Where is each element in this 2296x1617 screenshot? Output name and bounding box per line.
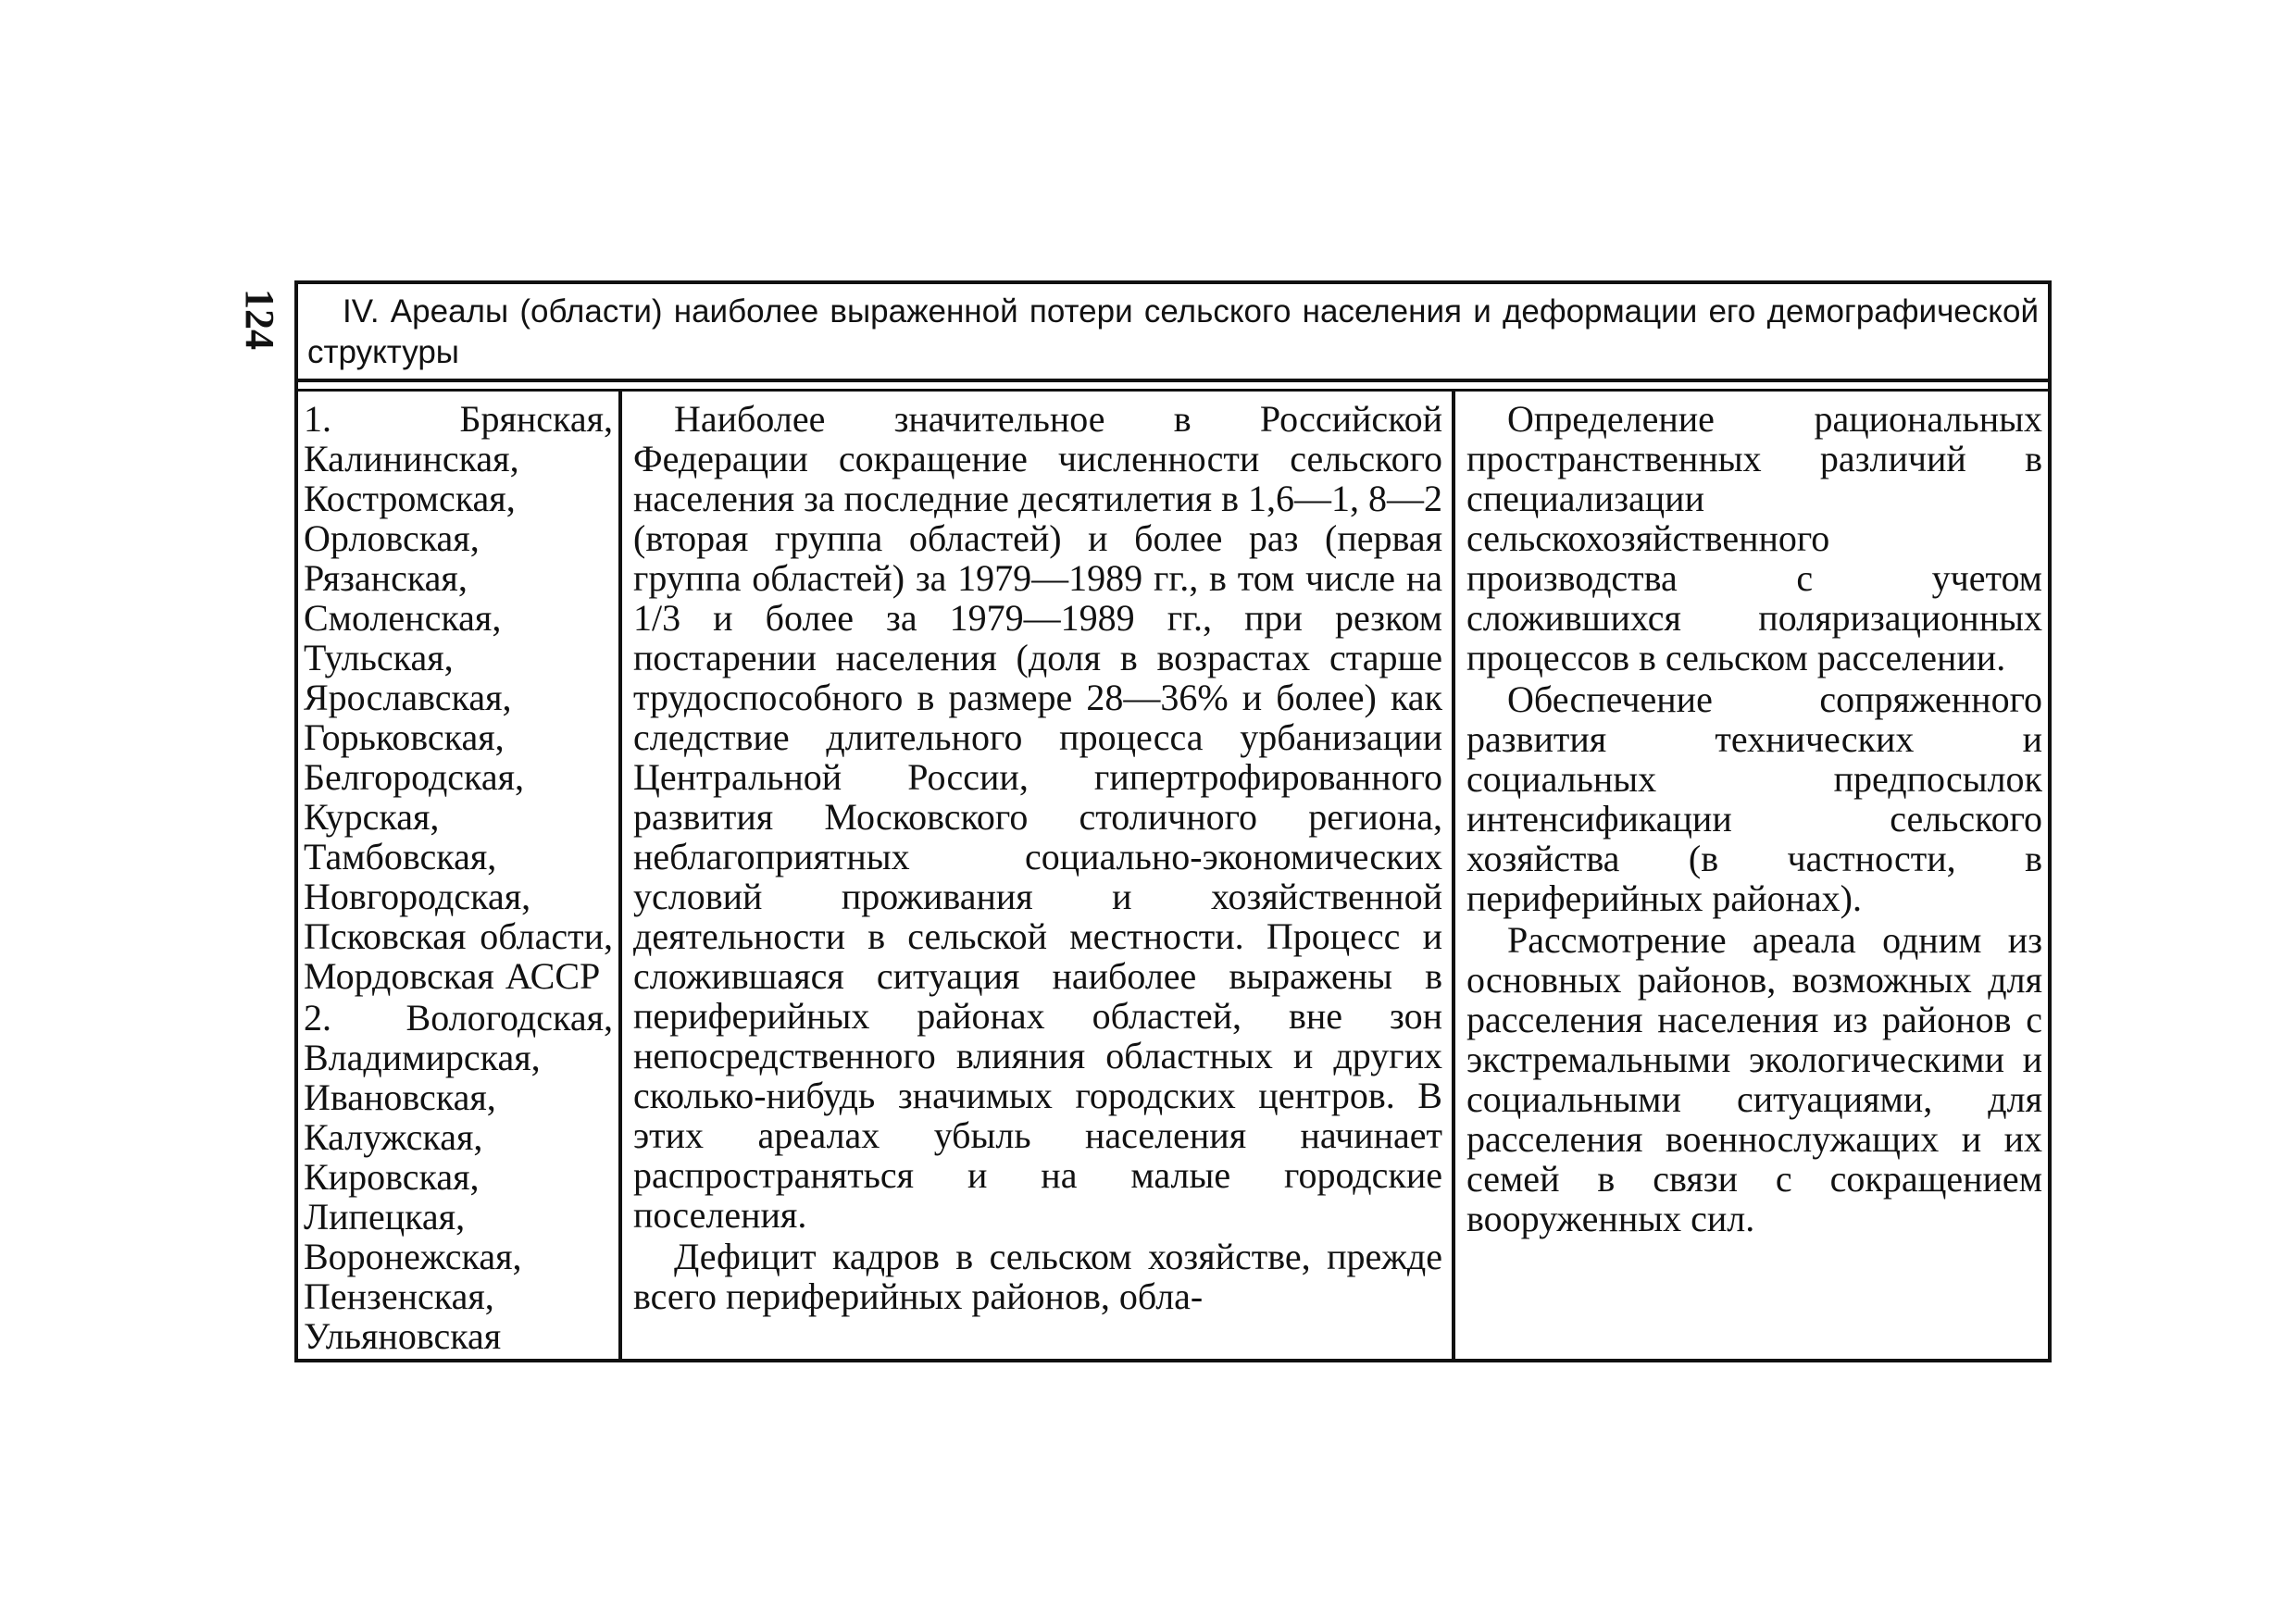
measures-column (1455, 392, 2048, 1359)
measures-paragraph: Обеспечение сопряженного развития технических и социальных предпосылок интенсификации сельского хозяйства (в частности, в периферийных районах). (1466, 678, 2042, 919)
regions-column (298, 392, 622, 1359)
description-column (622, 392, 1455, 1359)
page-number (231, 278, 287, 361)
measures-paragraph: Рассмотрение ареала одним из основных районов, возможных для расселения населения из районов с экстремальными экологическими и социальными ситуациями, для расселения военнослужащих и их семей в связи с сокращением вооруженных сил. (1466, 919, 2042, 1239)
page-number-text: 124 (237, 289, 282, 350)
document-table (294, 280, 2052, 1362)
measures-paragraph: Определение рациональных пространственных различий в специализации сельскохозяйственного производства с учетом сложившихся поляризационных процессов в сельском расселении. (1466, 398, 2042, 678)
section-heading: IV. Ареалы (области) наиболее выраженной потери сельского населения и деформации его демографической структуры (298, 284, 2048, 382)
region-group-2: 2. Вологодская, Владимирская, Ивановская, Калужская, Кировская, Липецкая, Воронежская, Пензенская, Ульяновская (304, 997, 613, 1357)
region-group-1: 1. Брянская, Калининская, Костромская, Орловская, Рязанская, Смоленская, Тульская, Ярославская, Горьковская, Белгородская, Курская, Тамбовская, Новгородская, Псковская области, Мордовская АССР (304, 398, 613, 997)
table-row (298, 389, 2048, 1359)
description-paragraph: Наиболее значительное в Российской Федерации сокращение численности сельского населения за последние десятилетия в 1,6—1, 8—2 (вторая группа областей) и более раз (первая группа областей) за 1979—1989 гг., в том числе на 1/3 и более за 1979—1989 гг., при резком постарении населения (доля в возрастах старше трудоспособного в размере 28—36% и более) как следствие длительного процесса урбанизации Центральной России, гипертрофированного развития Московского столичного региона, неблагоприятных социально-экономических условий проживания и хозяйственной деятельности в сельской местности. Процесс и сложившаяся ситуация наиболее выражены в периферийных районах областей, вне зон непосредственного влияния областных и других сколько-нибудь значимых городских центров. В этих ареалах убыль населения начинает распространяться и на малые городские поселения. (633, 398, 1442, 1236)
description-paragraph: Дефицит кадров в сельском хозяйстве, прежде всего периферийных районов, обла- (633, 1236, 1442, 1317)
